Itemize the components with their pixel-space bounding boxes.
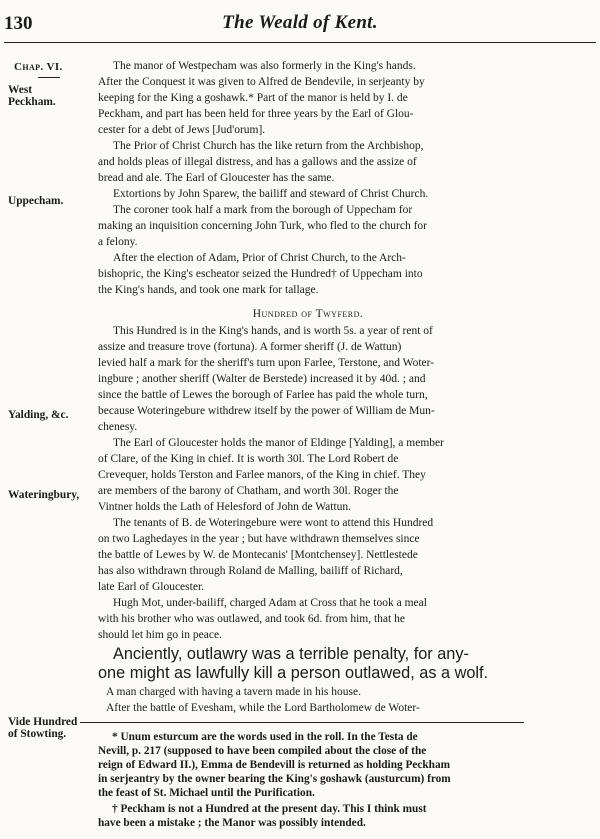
margin-note-vide-hundred: Vide Hundred of Stowting. [8,716,78,740]
text-line: After the Conquest it was given to Alfred de Bendevile, in serjeanty by [98,76,425,88]
text-line: keeping for the King a goshawk.* Part of the manor is held by I. de [98,92,408,104]
footnote-line: reign of Edward II.), Emma de Bendevill is returned as holding Peckham [98,759,451,771]
text-line: Peckham, and part has been held for three years by the Earl of Glou- [98,108,414,120]
running-title: The Weald of Kent. [222,12,378,33]
text-line: ingbure ; another sheriff (Walter de Berstede) increased it by 40d. ; and [98,373,426,385]
chapter-label: Chap. VI. [14,61,63,73]
text-line: because Woteringebure withdrew itself by the power of William de Mun- [98,405,435,417]
text-line: on two Laghedayes in the year ; but have withdrawn themselves since [98,533,420,545]
margin-note-wateringbury: Wateringbury, [8,489,80,501]
text-line: a felony. [98,236,138,248]
text-line: with his brother who was outlawed, and took 6d. from him, that he [98,613,405,625]
text-line: This Hundred is in the King's hands, and is worth 5s. a year of rent of [113,325,433,337]
large-text-line: Anciently, outlawry was a terrible penalty, for any- [113,645,469,663]
text-line: Vintner holds the Lath of Helesford of John de Wattun. [98,501,352,513]
chapter-dash [38,77,60,78]
header-rule [4,42,596,43]
text-line: the battle of Lewes by W. de Montecanis' [Montchensey]. Nettlestede [98,549,418,561]
text-line: chenesy. [98,421,138,433]
text-line: The Prior of Christ Church has the like return from the Archbishop, [113,140,424,152]
text-line: should let him go in peace. [98,629,222,641]
margin-note-uppecham: Uppecham. [8,195,64,207]
footnote-line: † Peckham is not a Hundred at the present day. This I think must [112,803,427,815]
text-line: The Earl of Gloucester holds the manor of Eldinge [Yalding], a member [113,437,444,449]
margin-note-yalding: Yalding, &c. [8,409,69,421]
text-line: has also withdrawn through Roland de Malling, bailiff of Richard, [98,565,403,577]
text-line: of Clare, of the King in chief. It is worth 30l. The Lord Robert de [98,453,399,465]
text-line: bread and ale. The Earl of Gloucester has the same. [98,172,335,184]
text-line: The manor of Westpecham was also formerly in the King's hands. [113,60,416,72]
text-line: Crevequer, holds Terston and Farlee manors, of the King in chief. They [98,469,426,481]
text-line: the King's hands, and took one mark for tallage. [98,284,319,296]
large-text-line: one might as lawfully kill a person outlawed, as a wolf. [98,664,489,682]
text-line: After the election of Adam, Prior of Christ Church, to the Arch- [113,252,406,264]
text-line: and holds pleas of illegal distress, and has a gallows and the assize of [98,156,417,168]
footnote-line: have been a mistake ; the Manor was possibly intended. [98,817,366,829]
footnote-line: * Unum esturcum are the words used in the roll. In the Testa de [112,731,418,743]
text-line: Extortions by John Sparew, the bailiff and steward of Christ Church. [113,188,429,200]
text-line: are members of the barony of Chatham, and worth 30l. Roger the [98,485,399,497]
text-line: The tenants of B. de Woteringebure were wont to attend this Hundred [113,517,434,529]
page-number: 130 [4,13,33,34]
text-line: The coroner took half a mark from the borough of Uppecham for [113,204,413,216]
text-line: since the battle of Lewes the borough of Farlee has paid the whole turn, [98,389,428,401]
footnote-line: Nevill, p. 217 (supposed to have been compiled about the close of the [98,745,427,757]
text-line: After the battle of Evesham, while the Lord Bartholomew de Woter- [106,702,420,714]
text-line: A man charged with having a tavern made in his house. [106,686,361,698]
text-line: making an inquisition concerning John Turk, who fled to the church for [98,220,427,232]
footnote-rule [80,722,524,723]
text-line: levied half a mark for the sheriff's turn upon Farlee, Terstone, and Woter- [98,357,435,369]
text-line: assize and treasure trove (fortuna). A former sheriff (J. de Wattun) [98,341,402,353]
text-line: late Earl of Gloucester. [98,581,205,593]
margin-note-west-peckham: West Peckham. [8,84,56,108]
section-heading: Hundred of Twyferd. [252,308,364,320]
text-line: Hugh Mot, under-bailiff, charged Adam at Cross that he took a meal [113,597,427,609]
text-line: bishopric, the King's escheator seized the Hundred† of Uppecham into [98,268,423,280]
footnote-line: in serjeantry by the owner bearing the King's goshawk (austurcum) from [98,773,451,785]
text-line: cester for a debt of Jews [Jud'orum]. [98,124,266,136]
footnote-line: the feast of St. Michael until the Purification. [98,787,315,799]
